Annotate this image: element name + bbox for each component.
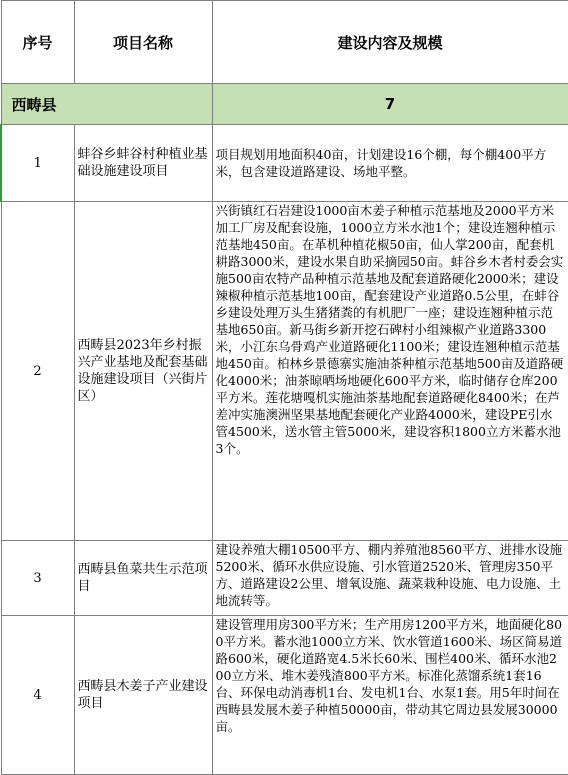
row-index: 1: [1, 125, 74, 202]
row-name: 西畴县2023年乡村振兴产业基地及配套基础设施建设项目（兴街片区）: [74, 202, 212, 541]
group-row: [1, 84, 568, 125]
row-content: 兴街镇红石岩建设1000亩木姜子种植示范基地及2000平方米加工厂房及配套设施，1000立方米水池1个；建设连翘种植示范基地450亩。在革机种植花椒50亩，仙人掌200亩，配套机耕路3000米，建设水果自助采摘园50亩。蚌谷乡木者村委会实施500亩农特产品种植示范基地及配套道路硬化2000米；建设辣椒种植示范基地100亩，配套建设产业道路0.5公里，在蚌谷乡建设处理万头生猪猪粪的有机肥厂一座；建设连翘种植示范基地650亩。新马街乡新开挖石碑村小组辣椒产业道路3300米，小江东乌骨鸡产业道路硬化1100米；建设连翘种植示范基地450亩。柏林乡景德寨实施油茶种植示范基地500亩及道路硬化4000米；油茶晾晒场地硬化600平方米，临时储存仓库200平方米。莲花塘嘎机实施油茶基地配套道路硬化8400米；在芦差冲实施澳洲坚果基地配套硬化产业路4000米，建设PE引水管4500米，送水管主管5000米，建设容积1800立方米蓄水池3个。: [212, 202, 568, 541]
row-index: 3: [1, 541, 74, 616]
row-content: 建设管理用房300平方米；生产用房1200平方米，地面硬化800平方米。蓄水池1000立方米、饮水管道1600米、场区简易道路600米，硬化道路宽4.5米长60米、围栏400米、循环水池200立方米、堆木姜残渣800平方米。标准化蒸馏系统1套16台、环保电动消毒机1台、发电机1台、水泵1套。用5年时间在西畴县发展木姜子种植50000亩，带动其它周边县发展30000亩。: [212, 616, 568, 775]
row-content: 项目规划用地面积40亩，计划建设16个棚，每个棚400平方米，包含建设道路建设、场地平整。: [212, 125, 568, 202]
row-index: 2: [1, 202, 74, 541]
row-name: 蚌谷乡蚌谷村种植业基础设施建设项目: [74, 125, 212, 202]
row-name: 西畴县鱼菜共生示范项目: [74, 541, 212, 616]
table-row: [1, 616, 568, 775]
header-name: 项目名称: [74, 1, 212, 84]
table-row: [1, 541, 568, 616]
row-content: 建设养殖大棚10500平方、棚内养殖池8560平方、进排水设施5200米、循环水供应设施、引水管道2520米、管理房350平方、道路建设2公里、增氧设施、蔬菜栽种设施、电力设施、土地流转等。: [212, 541, 568, 616]
row-name: 西畴县木姜子产业建设项目: [74, 616, 212, 775]
header-index: 序号: [1, 1, 74, 84]
group-name: 西畴县: [1, 84, 212, 125]
group-count: 7: [212, 84, 568, 125]
header-row: [1, 1, 568, 84]
row-index: 4: [1, 616, 74, 775]
table-row: [1, 125, 568, 202]
header-content: 建设内容及规模: [212, 1, 568, 84]
table-row: [1, 202, 568, 541]
